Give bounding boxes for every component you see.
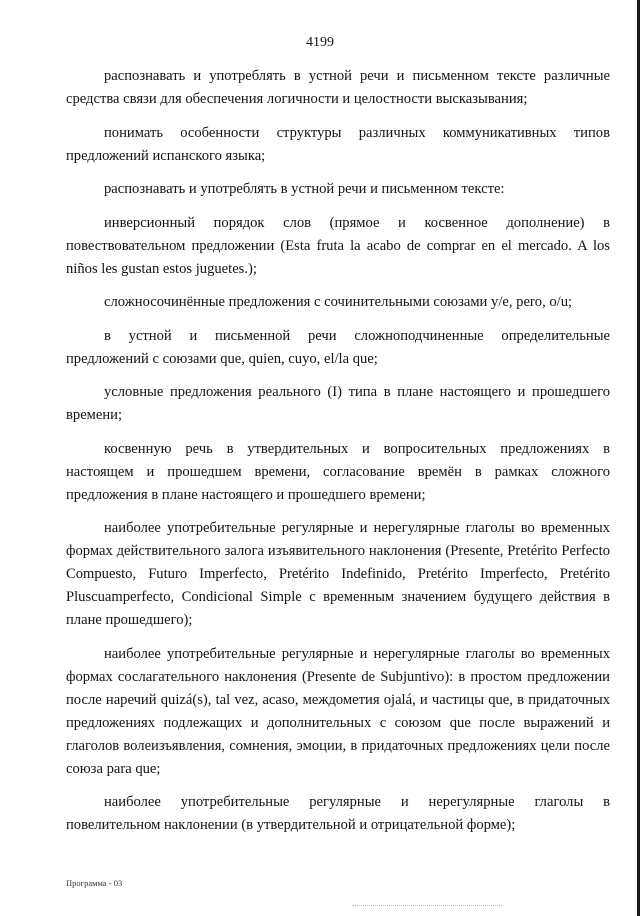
paragraph: наиболее употребительные регулярные и нерегулярные глаголы во временных формах действительного залога изъявительного наклонения (Presente, Pretérito Perfecto Compuesto, Futuro Imperfecto, Pretérito Indefinido, Pretérito Imperfecto, Pretérito Pluscuamperfecto, Condicional Simple с временным значением будущего действия в плане прошедшего); — [66, 520, 610, 628]
paragraph: распознавать и употреблять в устной речи и письменном тексте различные средства связи для обеспечения логичности и целостности высказывания; — [66, 68, 610, 107]
paragraph: понимать особенности структуры различных коммуникативных типов предложений испанского языка; — [66, 124, 610, 164]
document-body — [66, 65, 610, 848]
scan-artifact — [352, 905, 502, 908]
paragraph: в устной и письменной речи сложноподчиненные определительные предложений с союзами que, quien, cuyo, el/la que; — [66, 327, 610, 367]
page-number: 4199 — [306, 35, 334, 50]
paragraph: сложносочинённые предложения с сочинительными союзами y/e, pero, o/u; — [104, 294, 573, 310]
paragraph: инверсионный порядок слов (прямое и косвенное дополнение) в повествовательном предложении (Esta fruta la acabo de comprar en el mercado. A los niños les gustan estos juguetes.); — [66, 214, 610, 277]
paragraph: наиболее употребительные регулярные и нерегулярные глаголы во временных формах сослагательного наклонения (Presente de Subjuntivo): в простом предложении после наречий quizá(s), tal vez, acaso, междометия ojalá, и частицы que, в придаточных предложениях подлежащих и дополнительных с союзом que после выражений и глаголов волеизъявления, сомнения, эмоции, в придаточных предложениях цели после союза para que; — [66, 645, 610, 777]
paragraph: условные предложения реального (I) типа в плане настоящего и прошедшего времени; — [66, 384, 610, 423]
footer-label: Программа - 03 — [66, 878, 123, 888]
paragraph: косвенную речь в утвердительных и вопросительных предложениях в настоящем и прошедшем времени, согласование времён в рамках сложного предложения в плане настоящего и прошедшего времени; — [66, 440, 610, 503]
paragraph: наиболее употребительные регулярные и нерегулярные глаголы в повелительном наклонении (в утвердительной и отрицательной форме); — [66, 794, 610, 833]
paragraph: распознавать и употреблять в устной речи и письменном тексте: — [104, 181, 505, 197]
